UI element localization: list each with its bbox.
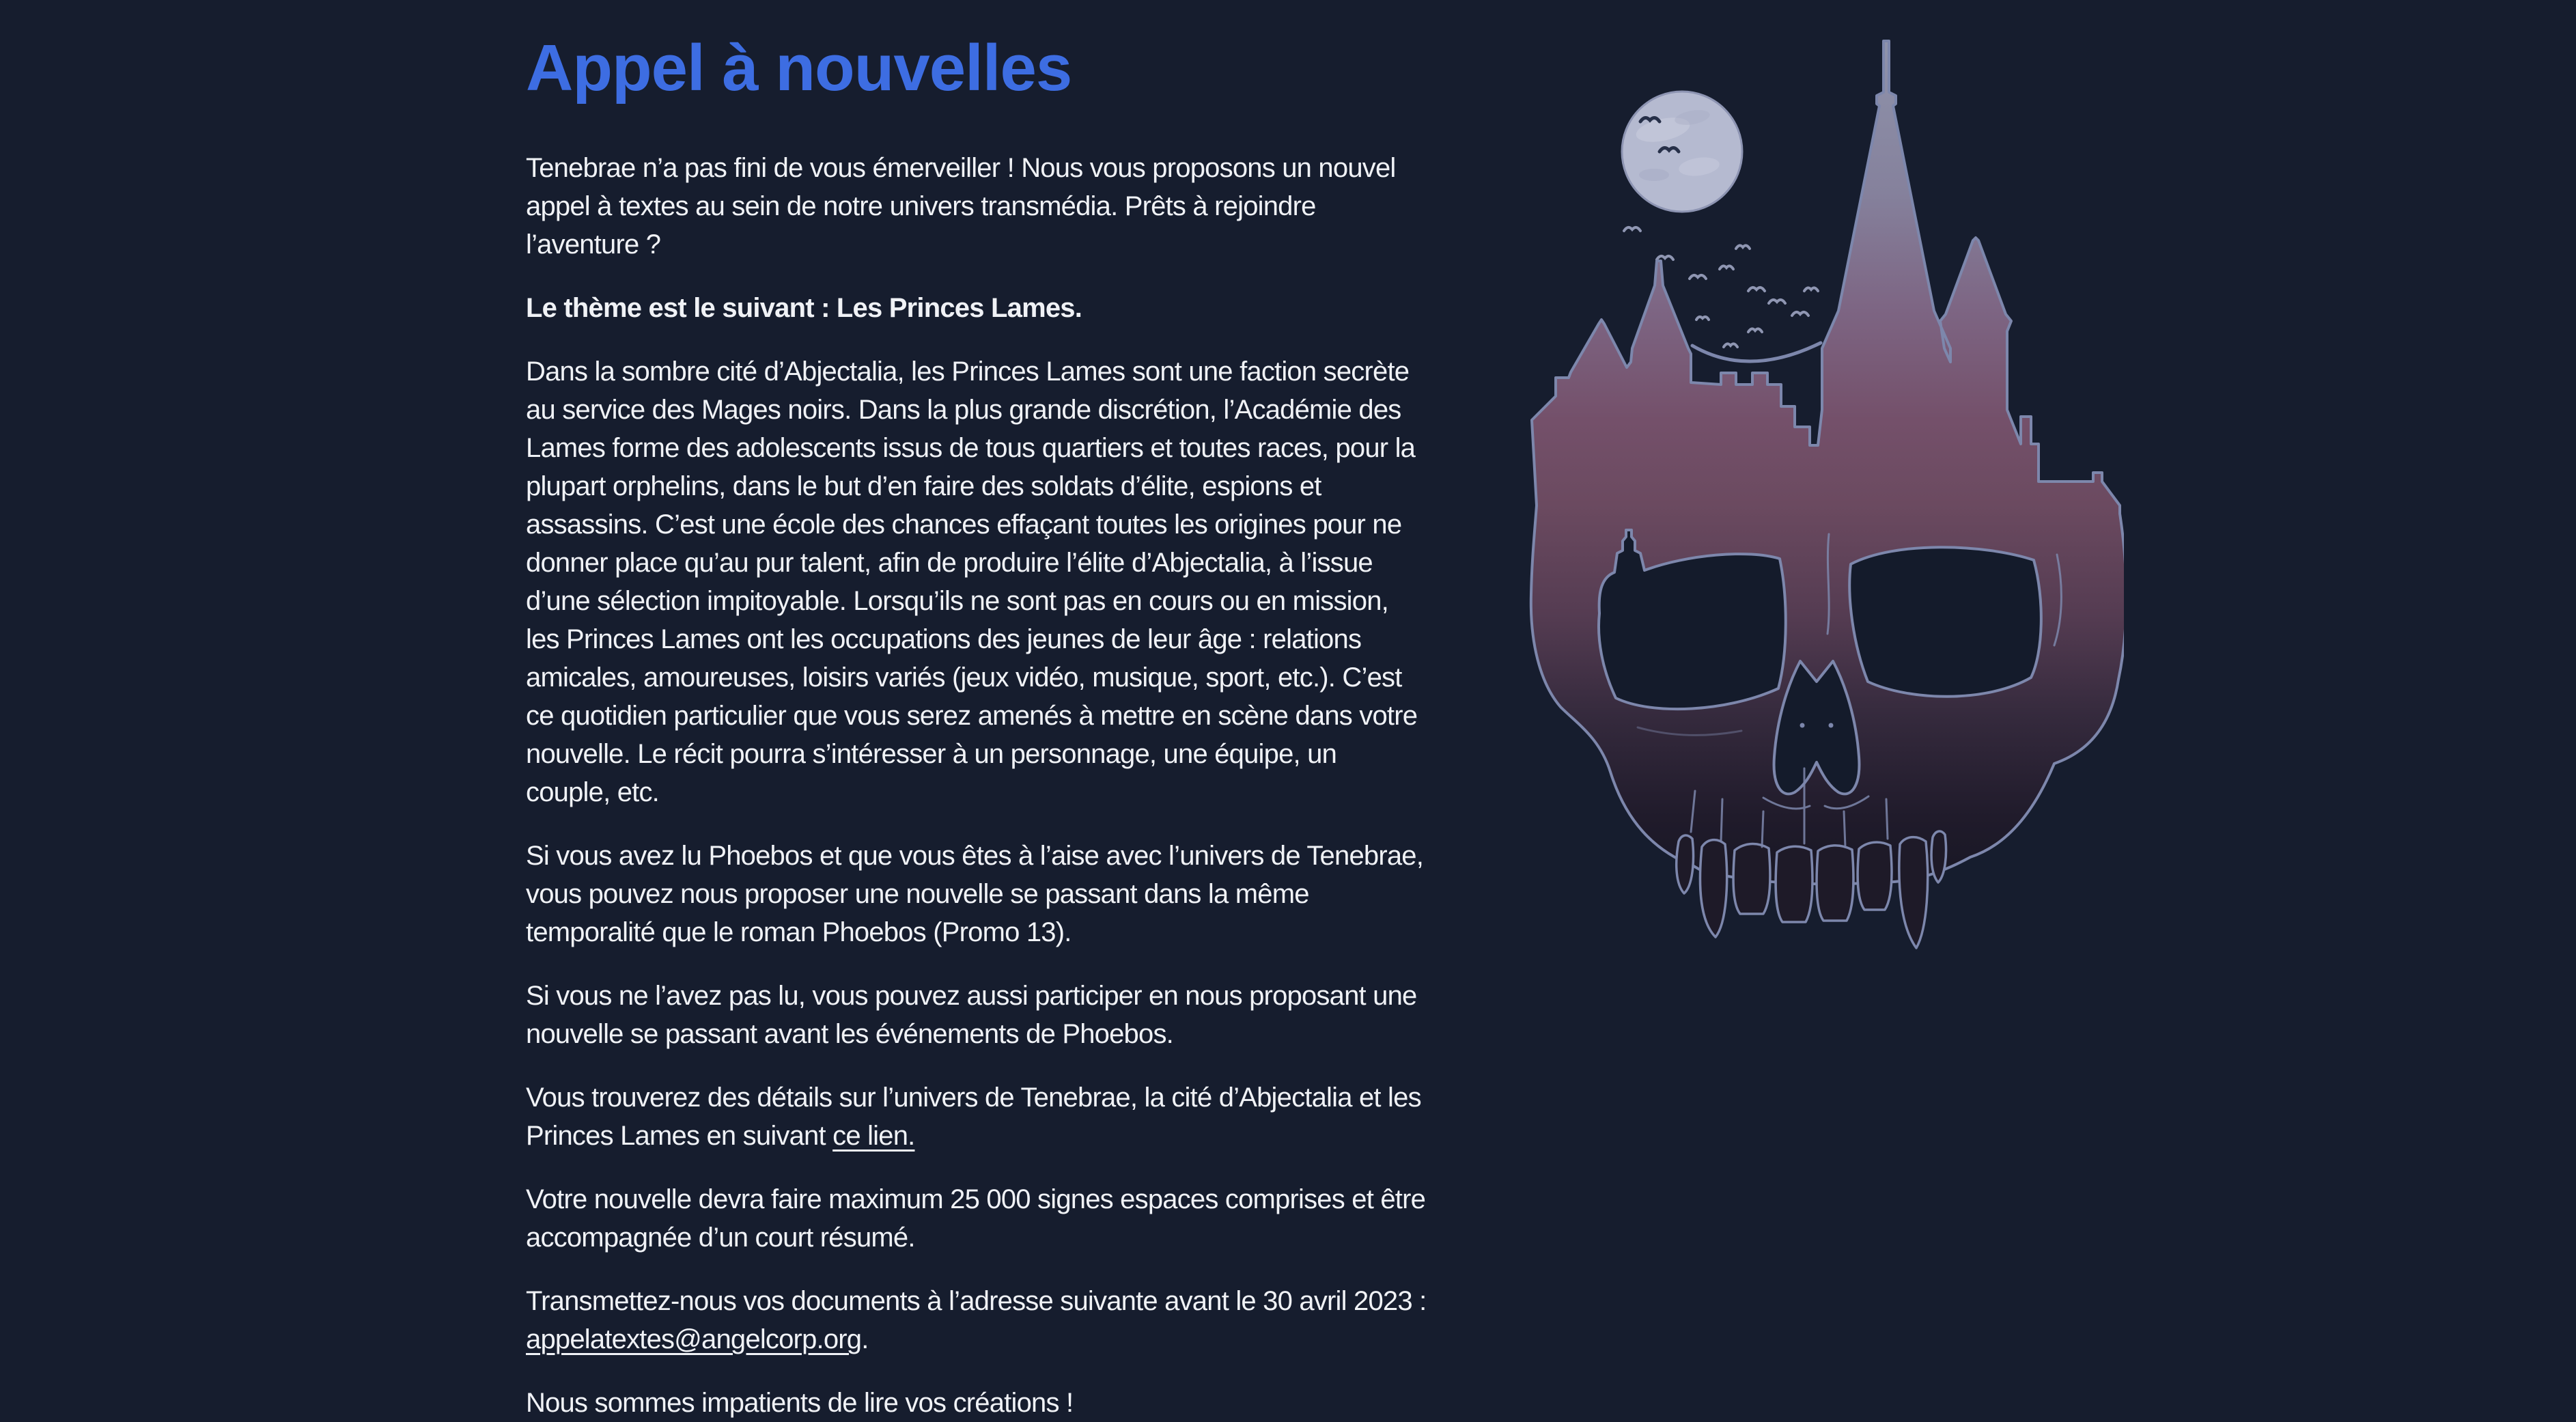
body-text: .: [861, 1324, 869, 1354]
paragraph: [526, 837, 1427, 951]
nostril-dot: [1800, 723, 1805, 728]
body-text: Nous sommes impatients de lire vos créations !: [526, 1388, 1074, 1418]
article-body: [526, 149, 1427, 1422]
moon-icon: [1622, 92, 1742, 212]
skull-castle-moon-graphic: [1523, 27, 2124, 963]
left-eye-socket: [1599, 530, 1786, 709]
page-title: Appel à nouvelles: [526, 31, 1072, 104]
bold-text: Le thème est le suivant : Les Princes Lames.: [526, 293, 1082, 323]
paragraph: [526, 352, 1427, 811]
paragraph: [526, 149, 1427, 264]
skull-castle-illustration: [1523, 27, 2124, 963]
body-text: Vous trouverez des détails sur l’univers de Tenebrae, la cité d’Abjectalia et les Princes Lames en suivant: [526, 1083, 1421, 1151]
paragraph: [526, 1078, 1427, 1155]
body-text: Votre nouvelle devra faire maximum 25 000 signes espaces comprises et être accompagnée d’un court résumé.: [526, 1184, 1426, 1253]
paragraph: [526, 1180, 1427, 1257]
paragraph: [526, 977, 1427, 1053]
right-eye-socket: [1849, 547, 2041, 697]
nostril-dot: [1829, 723, 1834, 728]
body-text: Dans la sombre cité d’Abjectalia, les Princes Lames sont une faction secrète au service des Mages noirs. Dans la plus grande discrétion, l’Académie des Lames forme des adolescents issus de tous quartiers et toutes races, pour la plupart orphelins, dans le but d’en faire des soldats d’élite, espions et assassins. C’est une école des chances effaçant toutes les origines pour ne donner place qu’au pur talent, afin de produire l’élite d’Abjectalia, à l’issue d’une sélection impitoyable. Lorsqu’ils ne sont pas en cours ou en mission, les Princes Lames ont les occupations des jeunes de leur âge : relations amicales, amoureuses, loisirs variés (jeux vidéo, musique, sport, etc.). C’est ce quotidien particulier que vous serez amenés à mettre en scène dans votre nouvelle. Le récit pourra s’intéresser à un personnage, une équipe, un couple, etc.: [526, 357, 1418, 807]
link-email[interactable]: appelatextes@angelcorp.org: [526, 1324, 862, 1354]
skull-castle-silhouette: [1531, 41, 2124, 948]
paragraph: [526, 289, 1427, 327]
body-text: Si vous ne l’avez pas lu, vous pouvez aussi participer en nous proposant une nouvelle se passant avant les événements de Phoebos.: [526, 981, 1417, 1049]
rope-bridge-line: [1692, 343, 1821, 361]
body-text: Si vous avez lu Phoebos et que vous êtes à l’aise avec l’univers de Tenebrae, vous pouvez nous proposer une nouvelle se passant dans la même temporalité que le roman Phoebos (Promo 13).: [526, 841, 1424, 947]
body-text: Tenebrae n’a pas fini de vous émerveiller ! Nous vous proposons un nouvel appel à textes au sein de notre univers transmédia. Prêts à rejoindre l’aventure ?: [526, 153, 1396, 260]
body-text: Transmettez-nous vos documents à l’adresse suivante avant le 30 avril 2023 :: [526, 1286, 1427, 1316]
link-ce-lien[interactable]: ce lien.: [832, 1121, 915, 1151]
article-call-for-stories: [526, 27, 1427, 1422]
paragraph: [526, 1282, 1427, 1358]
paragraph: [526, 1384, 1427, 1422]
